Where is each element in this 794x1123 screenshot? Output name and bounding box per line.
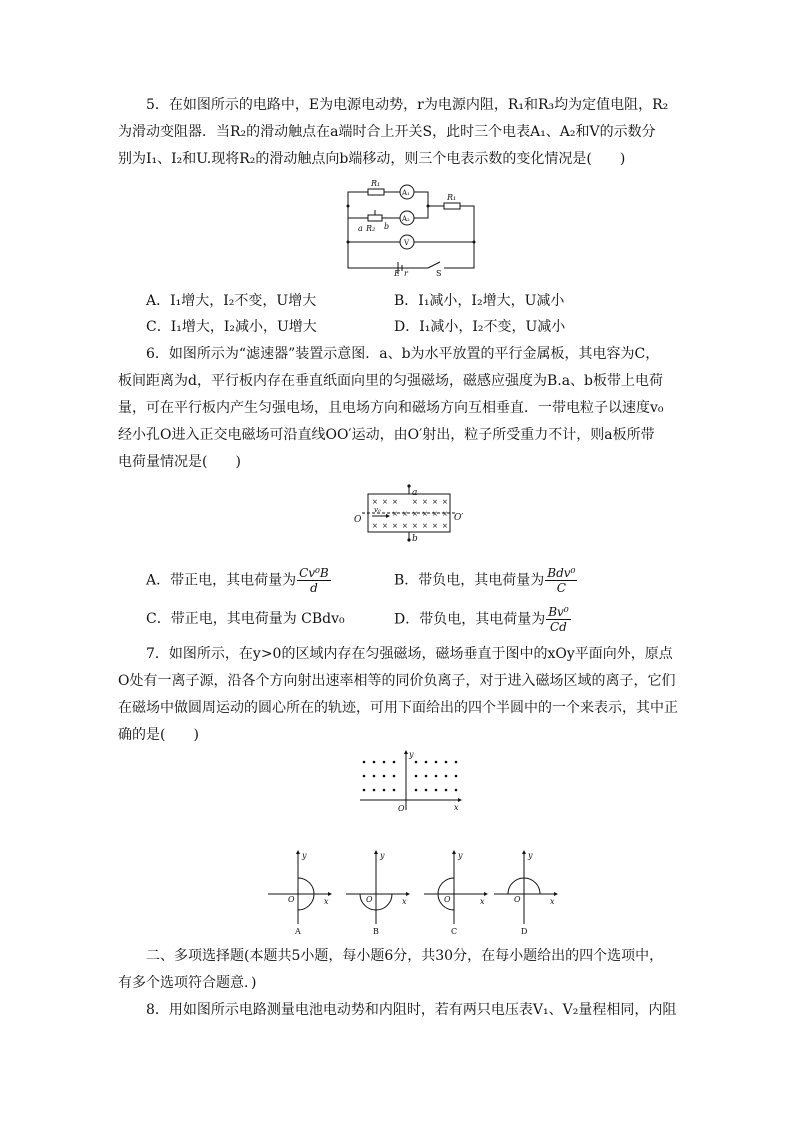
q5-line-2: 为滑动变阻器．当R₂的滑动触点在a端时合上开关S，此时三个电表A₁、A₂和V的示数分: [118, 124, 656, 140]
q7-line-2: O处有一离子源，沿各个方向射出速率相等的同价负离子，对于进入磁场区域的离子，它们: [118, 673, 676, 689]
q6-label-o-prime: O′: [454, 513, 464, 523]
q6-line-5: 电荷量情况是( ): [118, 454, 241, 470]
q5-option-a: A．I₁增大，I₂不变，U增大: [146, 293, 317, 309]
q7-choice-b-label: B: [373, 927, 379, 936]
svg-text:y: y: [458, 851, 463, 860]
svg-text:×: ×: [392, 498, 398, 506]
q7-line-3: 在磁场中做圆周运动的圆心所在的轨迹，可用下面给出的四个半圆中的一个来表示，其中正: [118, 700, 678, 716]
svg-text:×: ×: [432, 510, 438, 518]
q6-line-3: 量，可在平行板内产生匀强电场，且电场方向和磁场方向互相垂直．一带电粒子以速度v₀: [118, 400, 664, 416]
q5-line-1: 5．在如图所示的电路中，E为电源电动势，r为电源内阻，R₁和R₃均为定值电阻，R₂: [146, 97, 669, 113]
q5-option-b: B．I₁减小，I₂增大，U减小: [394, 293, 565, 309]
q5-label-r3: R₁: [447, 193, 457, 202]
svg-text:×: ×: [402, 522, 408, 530]
q7-choice-d-label: D: [521, 927, 528, 936]
svg-text:×: ×: [442, 510, 448, 518]
q5-label-r2: R₂: [366, 224, 376, 233]
svg-text:×: ×: [382, 498, 388, 506]
q6-line-1: 6．如图所示为“滤速器”装置示意图．a、b为水平放置的平行金属板，其电容为C，: [146, 346, 660, 362]
q6-label-v0: v₀: [374, 506, 381, 514]
q7-line-1: 7．如图所示，在y>0的区域内存在匀强磁场，磁场垂直于图中的xOy平面向外，原点: [146, 646, 673, 662]
q5-label-r1: R₁: [371, 179, 381, 188]
q6-line-2: 板间距离为d，平行板内存在垂直纸面向里的匀强磁场，磁感应强度为B.a、b板带上电荷: [118, 373, 664, 389]
svg-text:×: ×: [392, 510, 398, 518]
q6-line-4: 经小孔O进入正交电磁场可沿直线OO′运动，由O′射出，粒子所受重力不计，则a板所带: [118, 427, 655, 443]
svg-text:×: ×: [442, 522, 448, 530]
q6-label-b: b: [412, 534, 418, 544]
q5-label-a: a: [358, 224, 363, 233]
svg-text:×: ×: [392, 522, 398, 530]
svg-text:O: O: [444, 895, 451, 904]
svg-text:×: ×: [412, 498, 418, 506]
svg-text:×: ×: [442, 498, 448, 506]
q5-label-a2: A₂: [402, 215, 410, 223]
svg-text:y: y: [302, 851, 307, 860]
q7-choice-a-label: A: [295, 927, 301, 936]
svg-text:O: O: [288, 895, 295, 904]
svg-text:O: O: [514, 895, 521, 904]
svg-text:×: ×: [422, 498, 428, 506]
svg-text:y: y: [380, 851, 385, 860]
q7-choice-c-label: C: [451, 927, 458, 936]
q5-label-b: b: [384, 222, 390, 231]
q7-magnetic-field-diagram: [350, 748, 470, 818]
q5-option-c: C．I₁增大，I₂减小，U增大: [146, 319, 317, 335]
svg-text:x: x: [402, 897, 407, 906]
q6-velocity-filter-diagram: [350, 478, 470, 550]
svg-text:×: ×: [432, 498, 438, 506]
q5-label-e: E: [394, 269, 400, 276]
svg-text:O: O: [366, 895, 373, 904]
q6-label-o: O: [354, 515, 362, 525]
q7-label-y: y: [409, 750, 414, 759]
svg-text:×: ×: [412, 522, 418, 530]
svg-text:x: x: [480, 897, 485, 906]
q5-label-v: V: [404, 239, 410, 247]
svg-text:×: ×: [432, 522, 438, 530]
svg-text:×: ×: [402, 510, 408, 518]
q7-line-4: 确的是( ): [118, 727, 199, 743]
svg-text:x: x: [550, 897, 555, 906]
q6-option-d: D．带负电，其电荷量为 $\frac{\text{Bv⁰}}{Cd}$: [394, 605, 569, 634]
svg-text:×: ×: [382, 522, 388, 530]
q5-label-s: S: [436, 269, 442, 276]
q8-line-1: 8．用如图所示电路测量电池电动势和内阻时，若有两只电压表V₁、V₂量程相同，内阻: [146, 1002, 677, 1018]
q6-option-c: C．带正电，其电荷量为 CBdv₀: [146, 611, 345, 627]
q6-label-a: a: [412, 488, 418, 498]
q5-option-d: D．I₁减小，I₂不变，U减小: [394, 319, 566, 335]
svg-text:×: ×: [412, 510, 418, 518]
svg-text:y: y: [528, 851, 533, 860]
q6-option-a: A．带正电，其电荷量为 $\frac{\text{Cv⁰B}}{d}$: [146, 566, 329, 595]
q7-label-o: O: [398, 804, 405, 813]
q5-label-r: r: [404, 269, 408, 276]
section2-line-2: 有多个选项符合题意．): [118, 975, 257, 991]
q6-option-b: B．带负电，其电荷量为 $\frac{\text{Bdv⁰}}{C}$: [394, 566, 576, 595]
svg-text:×: ×: [372, 522, 378, 530]
q7-choices-diagram: [262, 848, 562, 936]
svg-text:x: x: [324, 897, 329, 906]
q5-line-3: 别为I₁、I₂和U.现将R₂的滑动触点向b端移动，则三个电表示数的变化情况是( ): [118, 151, 626, 167]
q7-label-x: x: [454, 803, 459, 812]
section2-line-1: 二、多项选择题(本题共5小题，每小题6分，共30分，在每小题给出的四个选项中，: [146, 948, 664, 964]
q5-label-a1: A₁: [402, 189, 410, 197]
svg-text:×: ×: [422, 510, 428, 518]
q5-circuit-diagram: [340, 176, 480, 276]
svg-text:×: ×: [422, 522, 428, 530]
svg-text:×: ×: [372, 498, 378, 506]
